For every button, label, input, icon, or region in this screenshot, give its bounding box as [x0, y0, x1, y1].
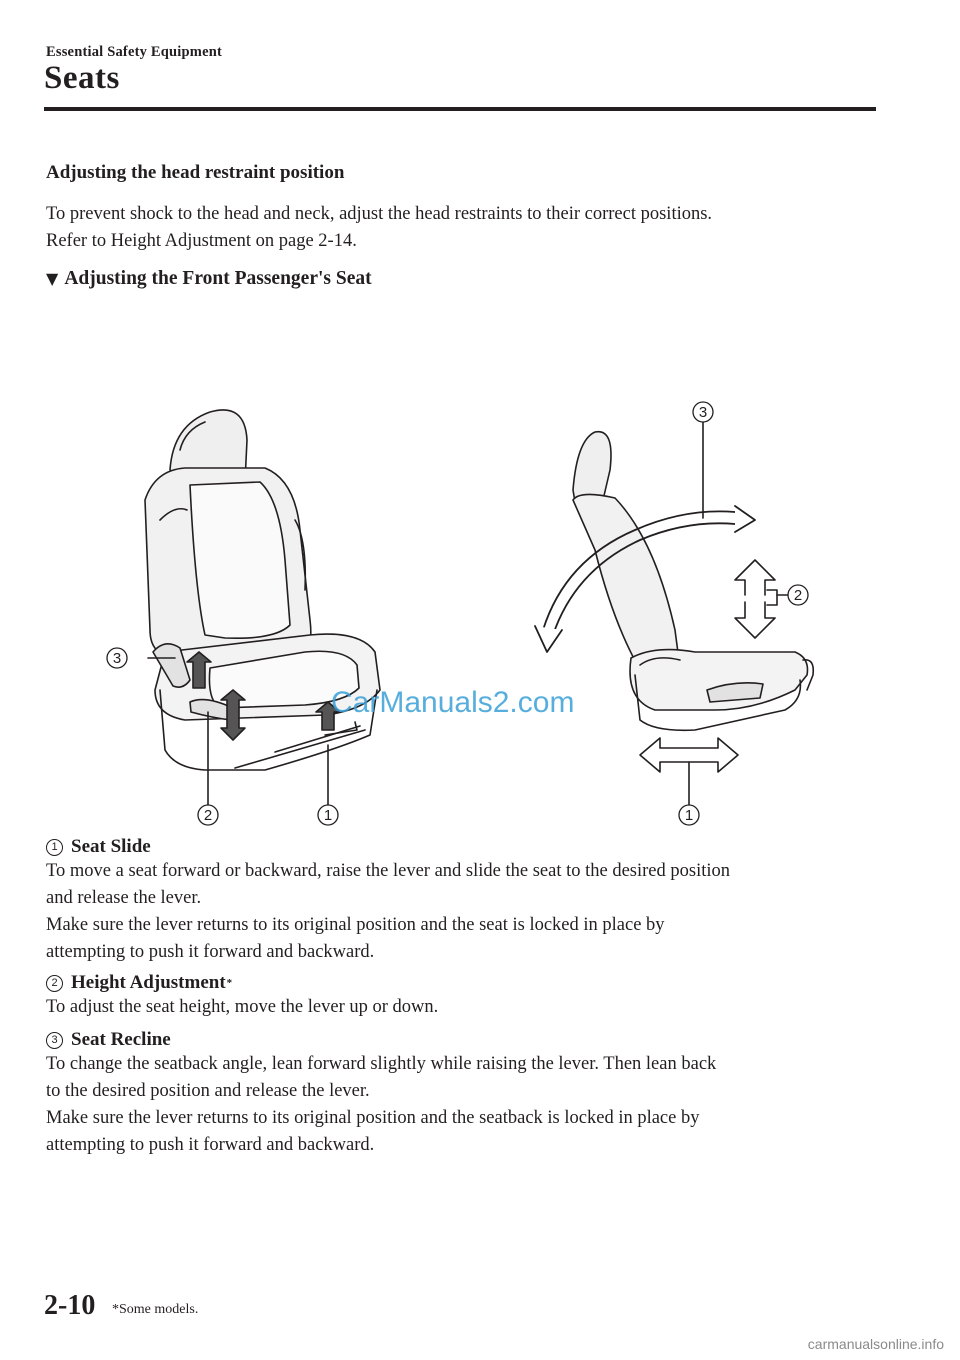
- restraint-heading: Adjusting the head restraint position: [46, 162, 345, 183]
- item-line: Make sure the lever returns to its original position and the seatback is locked in place by: [46, 1108, 700, 1128]
- callout-left-2: 2: [203, 807, 213, 824]
- page-number: 2-10: [44, 1290, 96, 1321]
- restraint-paragraph: [46, 201, 886, 255]
- item-line: and release the lever.: [46, 888, 202, 908]
- side-seat-drawing: [535, 420, 813, 805]
- circled-number-icon: 2: [46, 975, 63, 992]
- callout-left-1: 1: [323, 807, 333, 824]
- item-line: to the desired position and release the lever.: [46, 1081, 370, 1101]
- callout-right-1: 1: [684, 807, 694, 824]
- section-kicker: Essential Safety Equipment: [46, 44, 222, 60]
- restraint-line: Refer to Height Adjustment on page 2-14.: [46, 231, 357, 251]
- seat-illustration: [95, 390, 835, 835]
- item-height-adjustment: [46, 972, 896, 1021]
- front-seat-drawing: [145, 410, 380, 805]
- item-text: [46, 1051, 896, 1159]
- item-text: [46, 858, 896, 966]
- restraint-line: To prevent shock to the head and neck, adjust the head restraints to their correct positions.: [46, 204, 713, 224]
- item-title: Seat Recline: [71, 1029, 171, 1050]
- item-seat-slide: [46, 836, 896, 966]
- callout-right-3: 3: [698, 404, 708, 421]
- watermark: CarManuals2.com: [331, 686, 575, 719]
- item-line: Make sure the lever returns to its original position and the seat is locked in place by: [46, 915, 665, 935]
- passenger-seat-heading-text: Adjusting the Front Passenger's Seat: [64, 268, 372, 289]
- footnote: *Some models.: [112, 1302, 199, 1317]
- item-text: [46, 994, 896, 1021]
- item-line: To change the seatback angle, lean forward slightly while raising the lever. Then lean back: [46, 1054, 717, 1074]
- item-line: To adjust the seat height, move the lever up or down.: [46, 997, 439, 1017]
- item-title: Height Adjustment: [71, 972, 226, 993]
- site-watermark: carmanualsonline.info: [807, 1336, 944, 1352]
- item-line: attempting to push it forward and backward.: [46, 1135, 375, 1155]
- page-title: Seats: [44, 60, 120, 96]
- item-line: To move a seat forward or backward, raise the lever and slide the seat to the desired position: [46, 861, 730, 881]
- item-title: Seat Slide: [71, 836, 151, 857]
- callout-right-2: 2: [793, 587, 803, 604]
- triangle-marker-icon: ▼: [46, 269, 59, 288]
- circled-number-icon: 3: [46, 1032, 63, 1049]
- title-rule: [44, 107, 876, 111]
- item-heading: 2 Height Adjustment *: [46, 972, 896, 994]
- circled-number-icon: 1: [46, 839, 63, 856]
- item-line: attempting to push it forward and backward.: [46, 942, 375, 962]
- item-heading: [46, 1029, 896, 1051]
- item-seat-recline: [46, 1029, 896, 1159]
- passenger-seat-heading: [46, 268, 372, 290]
- callout-left-3: 3: [112, 650, 122, 667]
- item-heading: [46, 836, 896, 858]
